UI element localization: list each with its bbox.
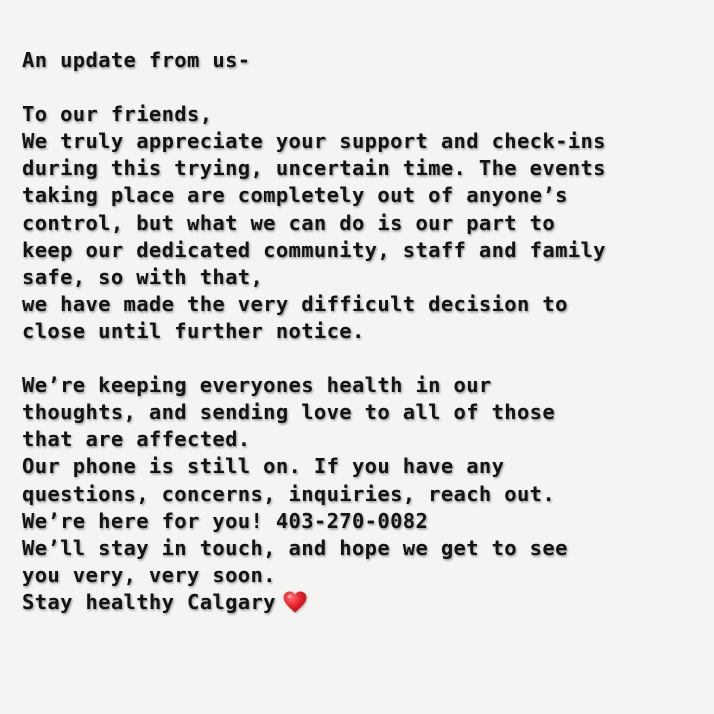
paragraph2-line: We’re here for you! 403-270-0082 <box>22 508 429 533</box>
paragraph1-line: safe, so with that, <box>22 264 264 289</box>
heading: An update from us- <box>22 48 251 72</box>
paragraph1-line: during this trying, uncertain time. The events <box>22 156 606 181</box>
paragraph1-line: we have made the very difficult decision to <box>22 291 568 316</box>
spacer <box>22 74 704 101</box>
paragraph2-line: you very, very soon. <box>22 562 276 587</box>
closing-text: Stay healthy Calgary <box>22 589 276 614</box>
paragraph1-line: close until further notice. <box>22 318 365 343</box>
paragraph2-line: We’ll stay in touch, and hope we get to see <box>22 535 568 560</box>
paragraph1-line: control, but what we can do is our part to <box>22 210 556 235</box>
paragraph1-line: keep our dedicated community, staff and family <box>22 237 606 262</box>
red-heart-icon <box>282 589 308 615</box>
paragraph1-line: We truly appreciate your support and check-ins <box>22 129 606 154</box>
spacer <box>22 345 704 372</box>
paragraph2-line: We’re keeping everyones health in our <box>22 373 492 398</box>
closing-line <box>22 589 704 616</box>
paragraph1-line: To our friends, <box>22 102 213 127</box>
paragraph1-line: taking place are completely out of anyone’s <box>22 183 568 208</box>
paragraph2-line: thoughts, and sending love to all of those <box>22 400 556 425</box>
paragraph2-line: questions, concerns, inquiries, reach out. <box>22 481 556 506</box>
paragraph2-line: that are affected. <box>22 427 251 452</box>
paragraph2-line: Our phone is still on. If you have any <box>22 454 505 479</box>
